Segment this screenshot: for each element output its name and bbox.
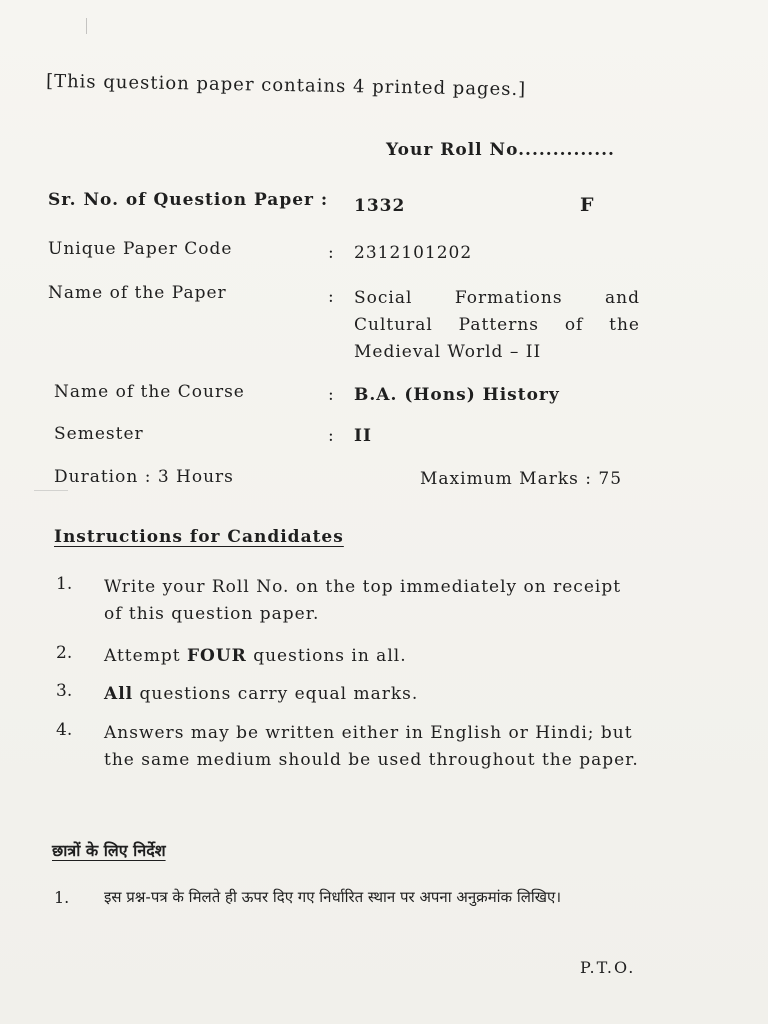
scan-mark (86, 18, 87, 34)
hindi-instructions-title: छात्रों के लिए निर्देश (52, 841, 166, 860)
please-turn-over: P.T.O. (580, 958, 636, 977)
scan-mark-left (34, 490, 68, 491)
instruction-item: Write your Roll No. on the top immediately on receipt of this question paper. (104, 577, 622, 624)
paper-name-label: Name of the Paper (48, 283, 227, 303)
instruction-text: questions carry equal marks. (133, 684, 419, 704)
instruction-item (104, 681, 644, 708)
semester-colon: : (328, 426, 334, 446)
max-marks-label: Maximum Marks : 75 (420, 469, 623, 489)
instruction-number: 4. (56, 720, 73, 740)
sr-no-value: 1332 (354, 196, 406, 216)
paper-name-value: Social Formations and Cultural Patterns of the Medieval World – II (354, 288, 640, 362)
set-letter: F (580, 194, 594, 216)
instruction-text: questions in all. (246, 646, 407, 666)
unique-code-colon: : (328, 243, 334, 263)
unique-code-value: 2312101202 (354, 243, 473, 263)
instruction-item: Answers may be written either in English or Hindi; but the same medium should be used throughout the paper. (104, 723, 639, 770)
hindi-instruction-item: इस प्रश्न-पत्र के मिलते ही ऊपर दिए गए निर्धारित स्थान पर अपना अनुक्रमांक लिखिए। (104, 888, 562, 906)
roll-number-field: Your Roll No.............. (386, 140, 615, 160)
hindi-instruction-number: 1. (54, 888, 70, 907)
semester-label: Semester (54, 424, 144, 444)
course-label: Name of the Course (54, 382, 245, 402)
page-count-note: [This question paper contains 4 printed pages.] (45, 70, 527, 101)
sr-no-label: Sr. No. of Question Paper : (48, 190, 329, 210)
course-colon: : (328, 385, 334, 405)
instruction-emphasis: FOUR (186, 646, 247, 666)
semester-value: II (354, 426, 372, 446)
paper-name-colon: : (328, 287, 334, 307)
instruction-number: 1. (56, 574, 73, 594)
instruction-text: Attempt (104, 646, 187, 666)
course-value: B.A. (Hons) History (354, 385, 560, 405)
unique-code-label: Unique Paper Code (48, 239, 233, 259)
instruction-item (104, 643, 644, 670)
instruction-emphasis: All (104, 684, 134, 704)
duration-label: Duration : 3 Hours (54, 467, 234, 487)
instructions-title: Instructions for Candidates (54, 527, 344, 547)
instruction-number: 2. (56, 643, 73, 663)
instruction-number: 3. (56, 681, 73, 701)
